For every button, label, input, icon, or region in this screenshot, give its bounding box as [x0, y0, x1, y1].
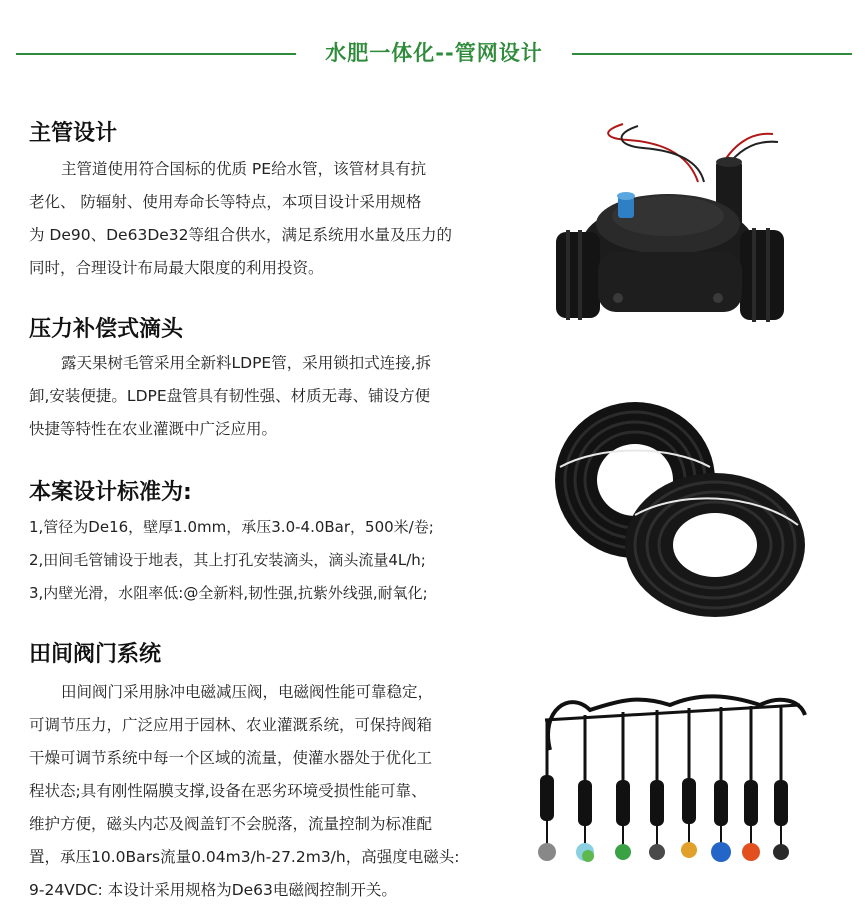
paragraph-design-standard: [29, 511, 434, 610]
text-line: 快捷等特性在农业灌溉中广泛应用。: [29, 420, 278, 438]
heading-field-valve: 田间阀门系统: [29, 642, 162, 667]
text-line: 程状态;具有刚性隔膜支撑,设备在恶劣环境受损性能可靠、: [29, 782, 427, 800]
text-line: 9-24VDC: 本设计采用规格为De63电磁阀控制开关。: [29, 881, 397, 899]
paragraph-field-valve: [29, 676, 459, 907]
text-line: 维护方便，磁头内芯及阀盖钉不会脱落，流量控制为标准配: [29, 815, 433, 833]
text-line: 2,田间毛管铺设于地表，其上打孔安装滴头，滴头流量4L/h;: [29, 551, 426, 569]
paragraph-pressure-emitter: [29, 347, 431, 446]
banner-line-left: [16, 53, 296, 55]
text-line: 老化、 防辐射、使用寿命长等特点，本项目设计采用规格: [29, 193, 422, 211]
banner-line-right: [572, 53, 852, 55]
section-banner: [0, 36, 868, 70]
text-line: 同时，合理设计布局最大限度的利用投资。: [29, 259, 324, 277]
solenoid-valve-image: [548, 112, 794, 334]
text-line: 3,内壁光滑，水阻率低:@全新料,韧性强,抗紫外线强,耐氧化;: [29, 584, 428, 602]
text-line: 卸,安装便捷。LDPE盘管具有韧性强、材质无毒、铺设方便: [29, 387, 431, 405]
text-line: 置，承压10.0Bars流量0.04m3/h-27.2m3/h，高强度电磁头:: [29, 848, 460, 866]
paragraph-main-pipe: [29, 153, 452, 285]
banner-title: 水肥一体化--管网设计: [325, 41, 543, 65]
text-line: 干燥可调节系统中每一个区域的流量，使灌水器处于优化工: [29, 749, 433, 767]
text-line: 可调节压力，广泛应用于园林、农业灌溉系统，可保持阀箱: [29, 716, 433, 734]
text-line: 露天果树毛管采用全新料LDPE管，采用锁扣式连接,拆: [61, 354, 432, 372]
text-line: 田间阀门采用脉冲电磁减压阀，电磁阀性能可靠稳定，: [61, 683, 434, 701]
drip-emitter-set-image: [530, 680, 816, 876]
heading-main-pipe: 主管设计: [29, 121, 118, 146]
text-line: 主管道使用符合国标的优质 PE给水管，该管材具有抗: [61, 160, 427, 178]
heading-design-standard: 本案设计标准为:: [29, 480, 192, 505]
pipe-coil-image: [540, 395, 810, 623]
text-line: 1,管径为De16，壁厚1.0mm，承压3.0-4.0Bar，500米/卷;: [29, 518, 434, 536]
text-line: 为 De90、De63De32等组合供水，满足系统用水量及压力的: [29, 226, 453, 244]
heading-pressure-emitter: 压力补偿式滴头: [29, 317, 184, 342]
